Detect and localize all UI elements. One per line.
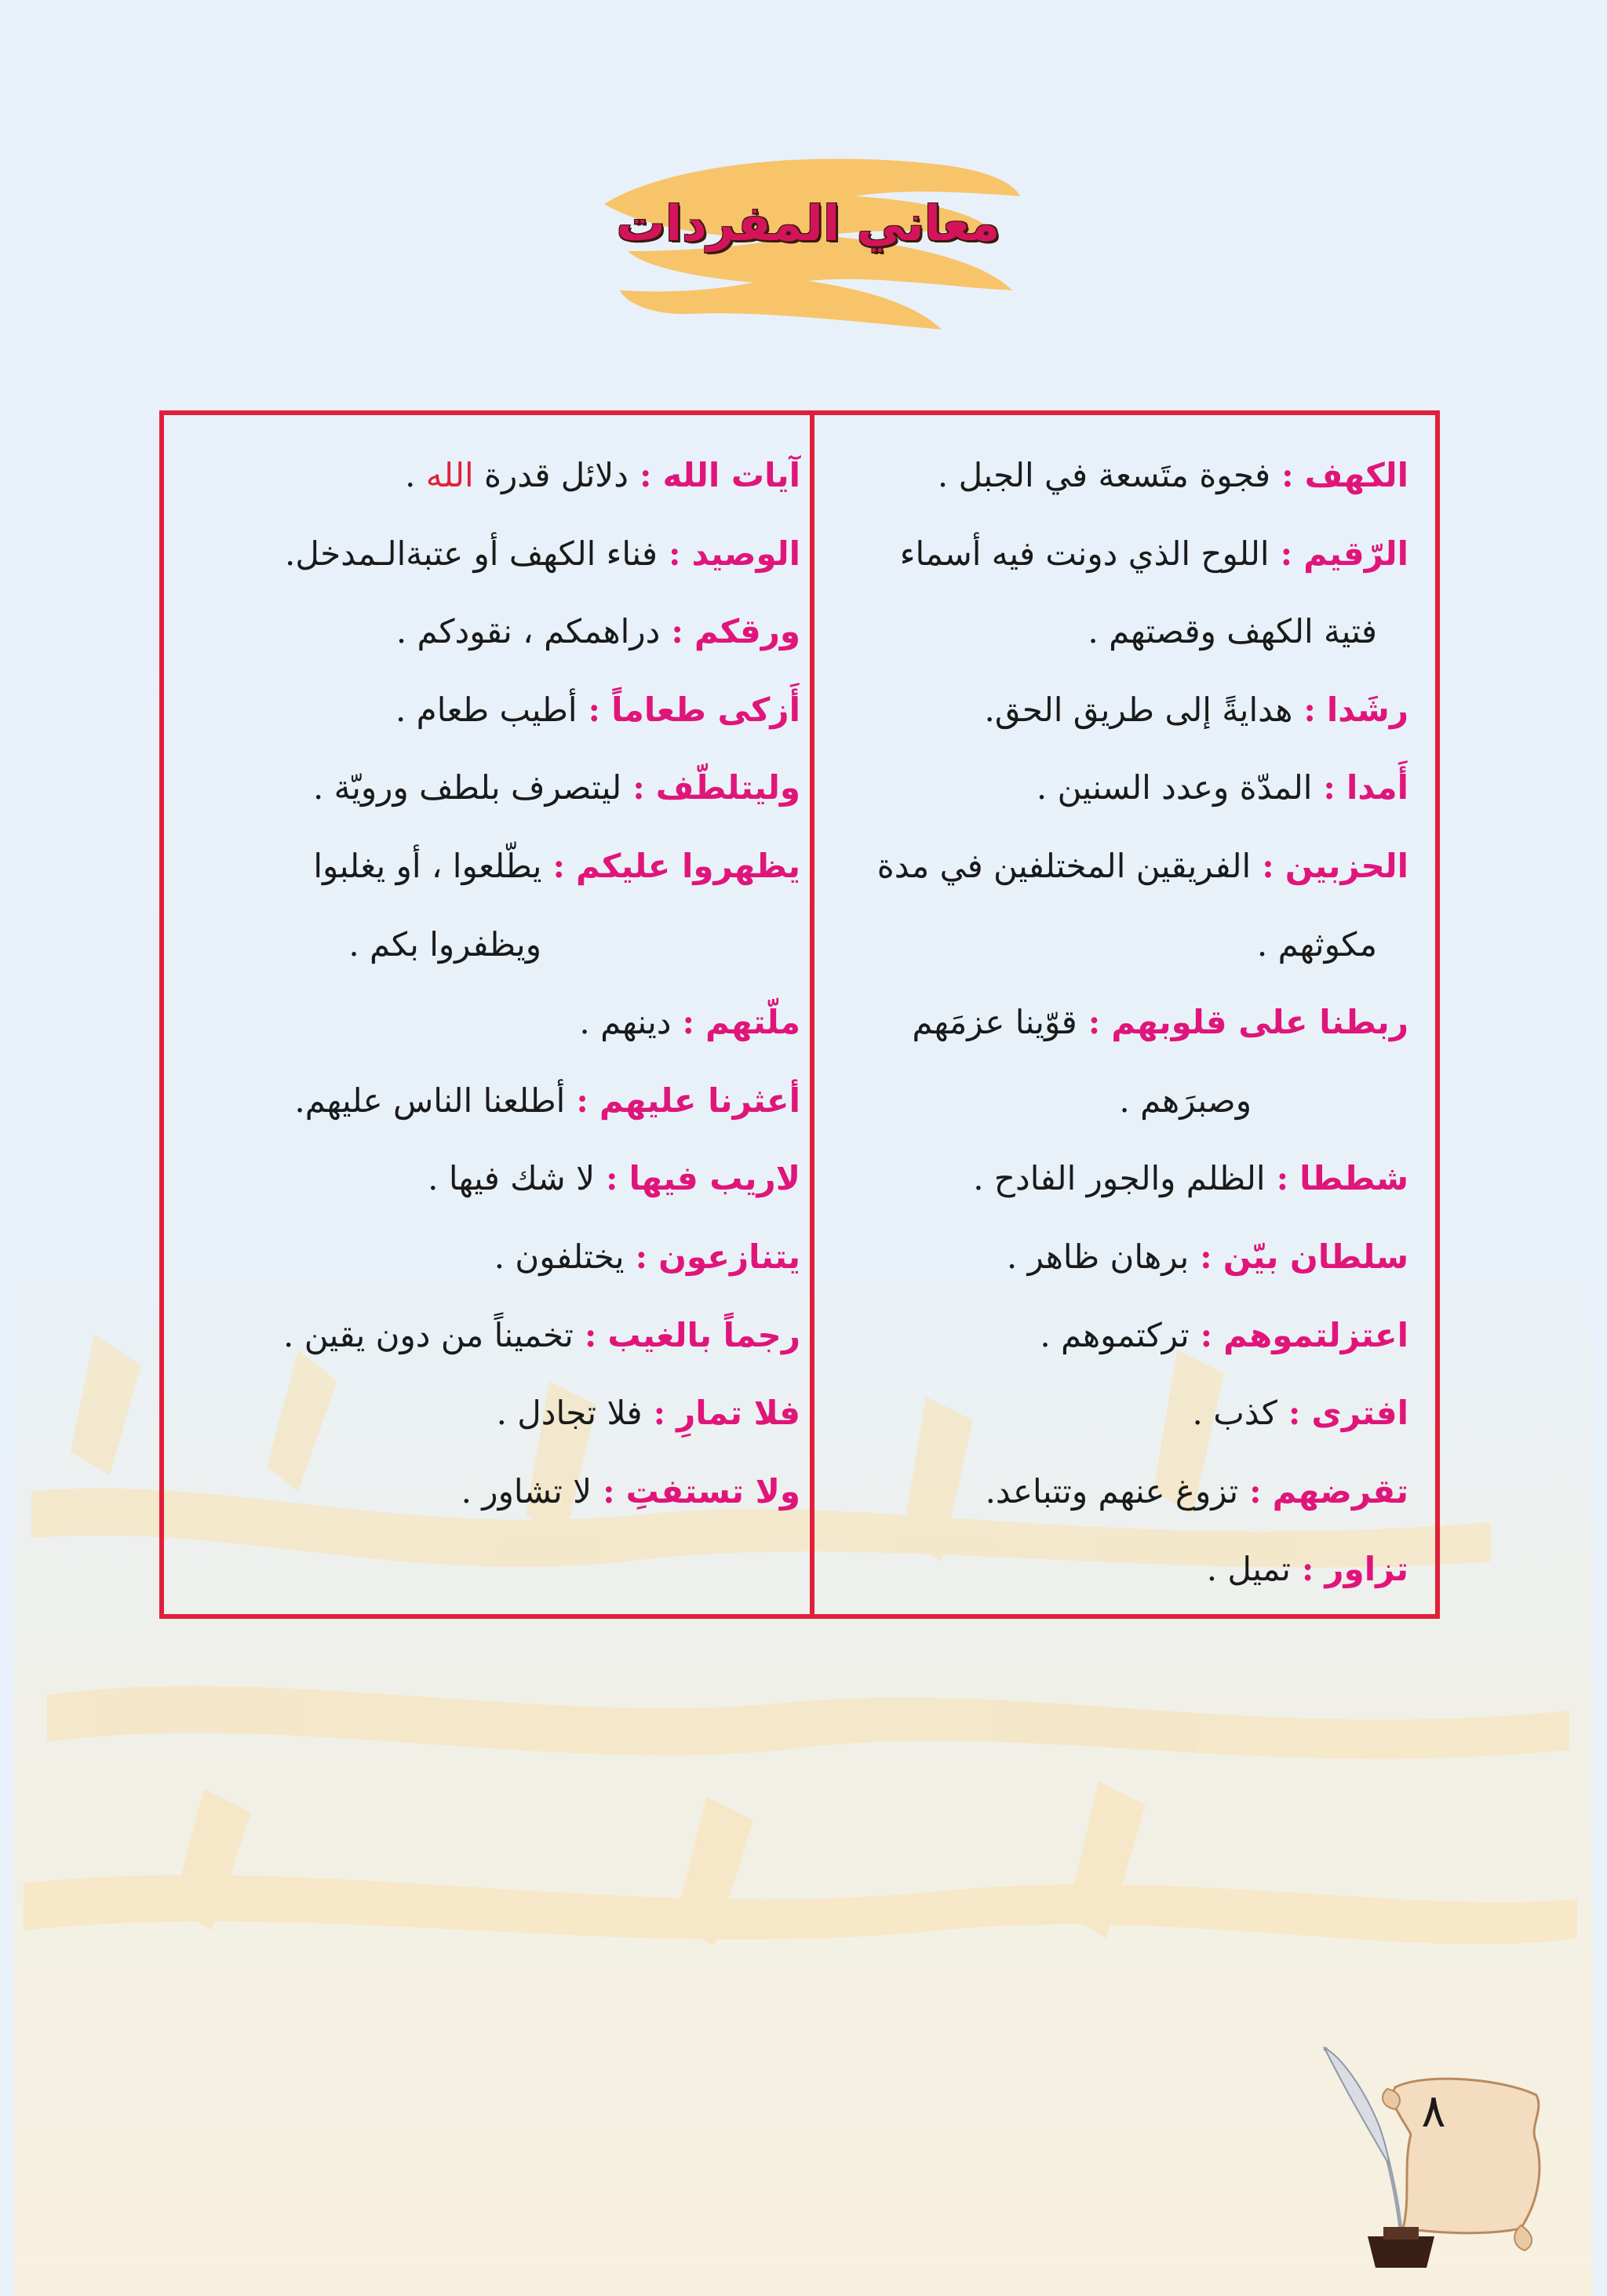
vocab-term: الرّقيم [1303,534,1408,573]
vocab-term: تزاور [1325,1550,1408,1589]
vocab-definition: تركتموهم . [1040,1315,1190,1354]
vocab-term: ملّتهم [705,1003,800,1042]
page-title: معاني المفردات [616,195,1000,252]
scroll-quill-icon [1309,2040,1560,2276]
vocab-definition: برهان ظاهر . [1006,1237,1190,1276]
vocab-term: يتنازعون [658,1237,800,1276]
vocab-definition: الفريقين المختلفين في مدة [876,846,1252,885]
vocab-definition: فجوة متَسعة في الجبل . [937,456,1271,494]
vocab-definition-end: . [405,456,426,494]
vocab-definition: لا شك فيها . [428,1159,596,1198]
vocab-definition: دينهم . [579,1003,672,1042]
vocab-entry: فلا تمارِ:فلا تجادل . [496,1394,800,1433]
vocab-definition: الظلم والجور الفادح . [973,1159,1266,1198]
vocab-entry: تزاور:تميل . [1206,1550,1408,1589]
vocab-entry: رجماً بالغيب:تخميناً من دون يقين . [283,1315,800,1354]
vocab-definition: قوّينا عزمَهم [912,1003,1077,1042]
vocab-entry: أَزكى طعاماً:أطيب طعام . [395,690,800,729]
vocab-definition-continuation: مكوثهم . [1256,924,1377,964]
vocab-term: أَزكى طعاماً [611,690,800,729]
vocab-definition-highlight: الله [425,456,474,494]
vocab-entry: شططا:الظلم والجور الفادح . [973,1159,1408,1198]
vocab-term: يظهروا عليكم [575,846,800,885]
vocab-term: اعتزلتموهم [1223,1315,1408,1354]
vocab-term: رشَدا [1326,690,1408,729]
vocab-term: فلا تمارِ [676,1394,800,1433]
vocab-definition-continuation: وصبرَهم . [1119,1081,1252,1120]
vocab-definition-continuation: فتية الكهف وقصتهم . [1088,612,1377,651]
vocab-entry: أَمدا:المدّة وعدد السنين . [1036,768,1408,807]
vocab-term: الكهف [1304,456,1408,494]
vocab-entry: يتنازعون:يختلفون . [494,1237,800,1276]
vocab-definition: فناء الكهف أو عتبةالـمدخل. [285,534,658,573]
vocab-term: ولا تستفتِ [625,1471,800,1511]
vocab-definition: ليتصرف بلطف ورويّة . [312,768,622,807]
vocab-entry: أعثرنا عليهم:أطلعنا الناس عليهم. [294,1081,800,1120]
vocab-entry: رشَدا:هدايةً إلى طريق الحق. [984,690,1408,729]
vocab-entry: يظهروا عليكم:يطّلعوا ، أو يغلبوا [313,846,800,885]
vocab-entry: ملّتهم:دينهم . [579,1003,800,1042]
vocab-term: رجماً بالغيب [607,1315,800,1354]
vocab-entry: ورقكم:دراهمكم ، نقودكم . [395,612,800,651]
vocabulary-column-right [832,436,1408,1609]
vocab-term: الوصيد [691,534,800,573]
vocab-definition: يطّلعوا ، أو يغلبوا [313,846,542,885]
vocab-definition: تميل . [1206,1550,1291,1589]
page-number: ٨ [1421,2084,1446,2137]
vocab-term: افترى [1311,1394,1408,1433]
vocab-definition: دلائل قدرة [484,456,629,494]
vocabulary-column-left [188,436,800,1530]
vocab-definition: تخميناً من دون يقين . [283,1315,574,1354]
vocab-definition: فلا تجادل . [496,1394,643,1433]
vocab-definition: دراهمكم ، نقودكم . [395,612,661,651]
vocab-entry: الحزبين:الفريقين المختلفين في مدة [876,846,1408,885]
vocab-definition: هدايةً إلى طريق الحق. [984,690,1293,729]
vocab-definition: المدّة وعدد السنين . [1036,768,1313,807]
vocab-entry: ولا تستفتِ:لا تشاور . [461,1471,800,1511]
vocab-term: شططا [1299,1159,1408,1198]
vocab-entry: ربطنا على قلوبهم:قوّينا عزمَهم [912,1003,1408,1042]
vocab-term: تقرضهم [1272,1471,1408,1511]
vocab-term: ربطنا على قلوبهم [1111,1003,1408,1042]
vocab-definition: أطيب طعام . [395,690,578,729]
vocab-definition: تزوغ عنهم وتتباعد. [985,1471,1239,1511]
vocab-definition: أطلعنا الناس عليهم. [294,1081,566,1120]
vocab-term: لاريب فيها [629,1159,800,1198]
vocab-entry: تقرضهم:تزوغ عنهم وتتباعد. [985,1471,1408,1511]
vocab-entry: آيات الله:دلائل قدرة الله . [405,456,800,494]
vocab-entry: افترى:كذب . [1192,1394,1408,1433]
vocab-term: أَمدا [1346,768,1408,807]
vocab-definition: اللوح الذي دونت فيه أسماء [899,534,1270,573]
title-block [573,133,1044,345]
vocab-entry: لاريب فيها:لا شك فيها . [428,1159,800,1198]
vocab-entry: اعتزلتموهم:تركتموهم . [1040,1315,1408,1354]
vocab-entry: الرّقيم:اللوح الذي دونت فيه أسماء [899,534,1408,573]
vocab-term: وليتلطّف [655,768,800,807]
column-divider [810,410,814,1619]
vocab-term: سلطان بيّن [1223,1237,1408,1276]
vocab-term: آيات الله [662,456,800,494]
vocab-term: الحزبين [1285,846,1408,885]
vocab-definition: لا تشاور . [461,1471,592,1511]
vocab-definition: كذب . [1192,1394,1277,1433]
vocab-entry: الوصيد:فناء الكهف أو عتبةالـمدخل. [285,534,800,573]
vocab-entry: سلطان بيّن:برهان ظاهر . [1006,1237,1408,1276]
vocab-definition-continuation: ويظفروا بكم . [348,924,541,964]
vocab-definition: يختلفون . [494,1237,625,1276]
vocab-term: ورقكم [694,612,800,651]
vocab-entry: الكهف:فجوة متَسعة في الجبل . [937,456,1408,494]
vocab-term: أعثرنا عليهم [599,1081,800,1120]
vocab-entry: وليتلطّف:ليتصرف بلطف ورويّة . [312,768,800,807]
